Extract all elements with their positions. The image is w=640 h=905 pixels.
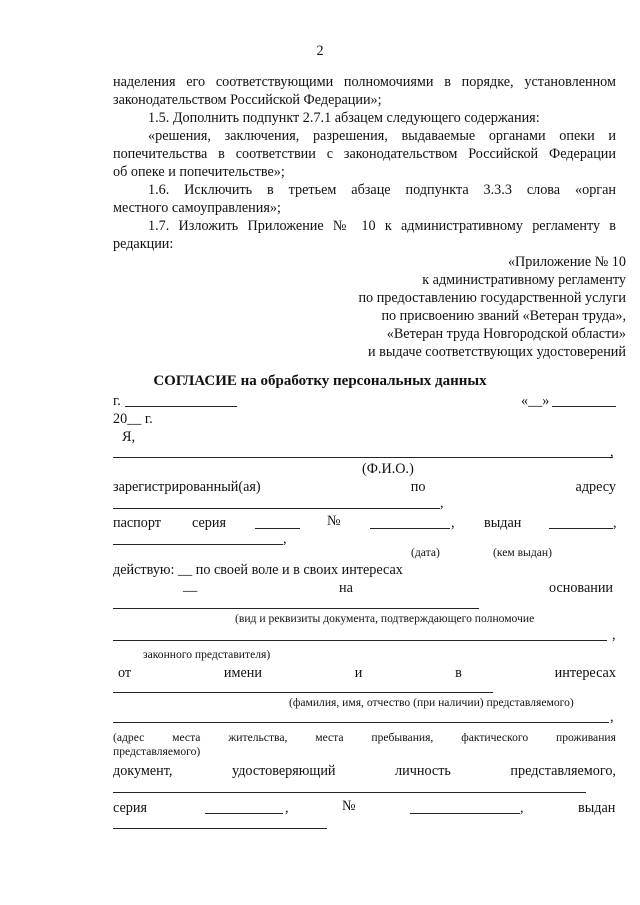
address-caption-row — [113, 731, 616, 745]
i-word: и — [354, 665, 363, 681]
addr-caption-word: проживания — [556, 731, 616, 744]
issuer-caption: (кем выдан) — [493, 546, 552, 559]
passport-label: паспорт — [113, 515, 161, 531]
i-label: Я, — [122, 429, 136, 445]
series2-label: серия — [113, 800, 147, 816]
registered-address-row — [113, 478, 616, 496]
item-1-5: 1.5. Дополнить подпункт 2.7.1 абзацем следующего содержания: — [148, 110, 540, 126]
issued-line[interactable] — [549, 528, 613, 529]
addr-caption-word: места — [172, 731, 201, 744]
na-word: на — [339, 580, 353, 596]
form-title: СОГЛАСИЕ на обработку персональных данных — [153, 373, 487, 389]
addr-caption-line-2: представляемого) — [113, 745, 201, 758]
city-line[interactable] — [125, 406, 237, 407]
doc-word: документ, — [113, 763, 173, 779]
address-word: адресу — [575, 479, 616, 495]
quote-line-1: «решения, заключения, разрешения, выдаваемые органами опеки и — [148, 128, 616, 144]
passport-comma: , — [451, 515, 455, 531]
number2-line[interactable] — [410, 813, 520, 814]
number2-sign: № — [342, 798, 356, 814]
po-word: по — [410, 479, 426, 495]
appendix-header-line: и выдаче соответствующих удостоверений — [368, 344, 626, 360]
issued-comma: , — [613, 515, 617, 531]
fio-caption: (Ф.И.О.) — [362, 461, 414, 477]
appendix-header-line: по предоставлению государственной услуги — [358, 290, 626, 306]
on-behalf-row — [118, 664, 616, 682]
date-caption: (дата) — [411, 546, 440, 559]
passport-extra-comma: , — [283, 531, 287, 547]
rep-address-line[interactable] — [113, 722, 609, 723]
ot-word: от — [118, 665, 132, 681]
addr-caption-word: места — [315, 731, 344, 744]
date-line[interactable] — [552, 406, 616, 407]
acting-line: действую: __ по своей воле и в своих интересах — [113, 562, 403, 578]
fio-rep-caption: (фамилия, имя, отчество (при наличии) представляемого) — [289, 696, 574, 709]
appendix-header-line: к административному регламенту — [422, 272, 626, 288]
interests-word: интересах — [554, 665, 616, 681]
basis-word: основании — [549, 580, 614, 596]
series-label: серия — [192, 515, 226, 531]
appendix-header-line: «Ветеран труда Новгородской области» — [386, 326, 626, 342]
doc-comma: , — [612, 627, 616, 643]
series2-line[interactable] — [205, 813, 283, 814]
series2-comma: , — [285, 800, 289, 816]
number-line[interactable] — [370, 528, 450, 529]
amendment-line-1: наделения его соответствующими полномочиями в порядке, установленном — [113, 74, 616, 90]
page-number: 2 — [316, 43, 324, 59]
item-1-6-line-1: 1.6. Исключить в третьем абзаце подпункта 3.3.3 слова «орган — [148, 182, 616, 198]
rep-address-comma: , — [610, 709, 614, 725]
addr-caption-word: жительства, — [228, 731, 288, 744]
appendix-header-line: по присвоению званий «Ветеран труда», — [381, 308, 626, 324]
acting-dash: __ — [183, 578, 198, 594]
identity-doc-row — [113, 762, 616, 780]
address-comma: , — [440, 495, 444, 511]
doc-word: представляемого, — [510, 763, 616, 779]
rep-caption: законного представителя) — [143, 648, 271, 661]
amendment-line-2: законодательством Российской Федерации»; — [113, 92, 382, 108]
doc-word: личность — [395, 763, 451, 779]
doc-caption: (вид и реквизиты документа, подтверждающего полномочие — [235, 612, 535, 625]
appendix-header-line: «Приложение № 10 — [507, 254, 626, 270]
passport-extra-line[interactable] — [113, 544, 283, 545]
number2-comma: , — [520, 800, 524, 816]
identity-doc-line[interactable] — [113, 792, 586, 793]
fio-line[interactable] — [113, 457, 613, 458]
quote-line-2: попечительства в соответствии с законодательством Российской Федерации — [113, 146, 616, 162]
addr-caption-word: (адрес — [113, 731, 145, 744]
basis-line[interactable] — [113, 608, 479, 609]
number-sign: № — [327, 513, 341, 529]
doc-line[interactable] — [113, 640, 607, 641]
date-quote: «__» — [521, 393, 550, 409]
addr-caption-word: пребывания, — [371, 731, 434, 744]
v-word: в — [455, 665, 462, 681]
address-line[interactable] — [113, 508, 440, 509]
addr-caption-word: фактического — [461, 731, 529, 744]
item-1-7-line-2: редакции: — [113, 236, 174, 252]
quote-line-3: об опеке и попечительстве»; — [113, 164, 285, 180]
item-1-6-line-2: местного самоуправления»; — [113, 200, 281, 216]
year-label: 20__ г. — [113, 411, 153, 427]
issued-label: выдан — [484, 515, 522, 531]
issued2-line[interactable] — [113, 828, 327, 829]
series-line[interactable] — [255, 528, 300, 529]
rep-name-line[interactable] — [113, 692, 493, 693]
doc-word: удостоверяющий — [232, 763, 336, 779]
registered-label: зарегистрированный(ая) — [113, 479, 261, 495]
item-1-7-line-1: 1.7. Изложить Приложение № 10 к административному регламенту в — [148, 218, 616, 234]
issued2-label: выдан — [578, 800, 616, 816]
city-prefix: г. — [113, 393, 121, 409]
imeni-word: имени — [223, 665, 262, 681]
fio-comma: , — [610, 444, 614, 460]
